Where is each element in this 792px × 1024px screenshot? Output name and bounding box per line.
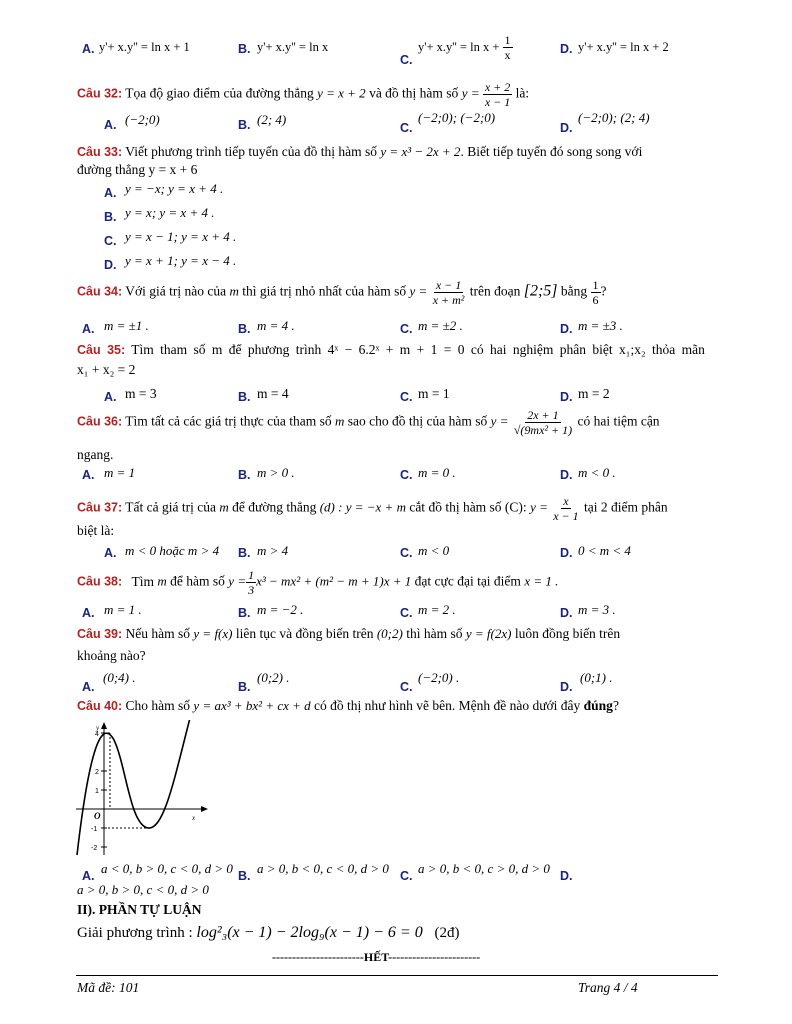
question-text: Câu 37: Tất cả giá trị của m để đường thẳng (d) : y = −x + m cắt đồ thị hàm số (C): y = $\frac{x}{x - 1}$ tại 2 điểm phân [77, 494, 668, 523]
exam-code: Mã đề: 101 [77, 980, 140, 995]
question-text-line2: biệt là: [77, 523, 115, 538]
option-c-label: C. [400, 53, 413, 67]
question-text: Câu 33: Viết phương trình tiếp tuyến của đồ thị hàm số y = x³ − 2x + 2. Biết tiếp tuyến đó song song với [77, 144, 643, 159]
option-a-text: y = −x; y = x + 4 . [125, 181, 224, 196]
option-a-text: (−2;0) [125, 112, 160, 127]
option-b-text: m = 4 [257, 386, 289, 401]
option-b-text: (0;2) . [257, 670, 290, 685]
option-d-label: D. [560, 42, 573, 56]
origin-label: O [94, 811, 101, 821]
option-d-text: m = ±3 . [578, 318, 623, 333]
question-text: Câu 32: Tọa độ giao điểm của đường thẳng y = x + 2 và đồ thị hàm số y = $\frac{x + 2}{x - 1}$ là: [77, 80, 530, 109]
option-a-text: (0;4) . [103, 670, 136, 685]
option-a-label: A. [82, 42, 95, 56]
option-b-text: m > 0 . [257, 465, 295, 480]
option-d-text: y'+ x.y'' = ln x + 2 [578, 40, 669, 54]
option-b-text: m > 4 [257, 543, 289, 558]
option-d-text: (−2;0); (2; 4) [578, 110, 650, 125]
option-a-text: y'+ x.y'' = ln x + 1 [99, 40, 190, 54]
option-b-label: B. [238, 42, 251, 56]
question-text: Câu 39: Nếu hàm số y = f(x) liên tục và đồng biến trên (0;2) thì hàm số y = f(2x) luôn đồng biến trên [77, 626, 621, 641]
option-a-text: m = 3 [125, 386, 157, 401]
option-b-text: y'+ x.y'' = ln x [257, 40, 329, 54]
x-axis-label: x [192, 814, 196, 822]
question-text-line2: đường thẳng y = x + 6 [77, 162, 198, 177]
y-tick-label: 2 [95, 769, 99, 776]
y-tick-label: 4 [95, 731, 99, 738]
question-text-line2: x₁ + x₂ = 2 [77, 362, 136, 377]
option-d-text: 0 < m < 4 [578, 543, 631, 558]
end-marker: -----------------------HẾT----------------------- [272, 950, 481, 964]
option-c-text: y = x − 1; y = x + 4 . [125, 229, 237, 244]
option-d-text: (0;1) . [580, 670, 613, 685]
option-c-text: m = 0 . [418, 465, 456, 480]
option-c-text: m < 0 [418, 543, 450, 558]
option-d-text: m = 3 . [578, 602, 616, 617]
footer-divider [76, 975, 718, 976]
question-text: Câu 40: Cho hàm số y = ax³ + bx² + cx + d có đồ thị như hình vẽ bên. Mệnh đề nào dưới đây đúng? [77, 698, 619, 713]
question-text: Câu 35: Tìm tham số m để phương trình 4ˣ − 6.2ˣ + m + 1 = 0 có hai nghiệm phân biệt x₁;x₂ thỏa mãn [77, 342, 705, 357]
option-a-text: m = 1 [104, 465, 136, 480]
y-axis-label: y [96, 724, 100, 732]
question-text-line2: khoảng nào? [77, 648, 146, 663]
option-b-text: m = −2 . [257, 602, 304, 617]
question-text: Câu 36: Tìm tất cả các giá trị thực của tham số m sao cho đồ thị của hàm số y = $\frac{2x + 1}{\text{√(9mx² + 1)}}$ có hai tiệm cận [77, 408, 660, 437]
y-tick-label: -2 [91, 845, 98, 852]
y-tick-label: -1 [91, 826, 98, 833]
option-c-text: y'+ x.y'' = ln x + $\frac{1}{x}$ [418, 33, 511, 62]
question-text-line2: ngang. [77, 447, 114, 462]
question-text: Câu 34: Với giá trị nào của m thì giá trị nhỏ nhất của hàm số y = $\frac{x - 1}{\text{x + m²}}$ trên đoạn [2;5] bằng $\frac{1}{6}$ ? [77, 278, 607, 307]
y-tick-label: 1 [95, 788, 99, 795]
option-c-text: a > 0, b < 0, c > 0, d > 0 [418, 861, 550, 876]
option-c-text: m = 1 [418, 386, 450, 401]
option-c-text: m = 2 . [418, 602, 456, 617]
option-a-text: m = 1 . [104, 602, 142, 617]
option-d-text: y = x + 1; y = x − 4 . [125, 253, 237, 268]
option-d-text: m < 0 . [578, 465, 616, 480]
option-b-text: a > 0, b < 0, c < 0, d > 0 [257, 861, 389, 876]
option-c-text: m = ±2 . [418, 318, 463, 333]
option-b-text: m = 4 . [257, 318, 295, 333]
option-d-text: a > 0, b > 0, c < 0, d > 0 [77, 882, 209, 897]
option-a-text: m < 0 hoặc m > 4 [125, 543, 220, 558]
question-text: Câu 38: Tìm m để hàm số y = $\frac{1}{3}$ x³ − mx² + (m² − m + 1)x + 1 đạt cực đại tại điểm x = 1 . [77, 568, 559, 597]
option-c-text: (−2;0) . [418, 670, 460, 685]
option-b-text: (2; 4) [257, 112, 287, 127]
section-heading: II). PHẦN TỰ LUẬN [77, 902, 202, 917]
page-number: Trang 4 / 4 [578, 980, 638, 995]
option-d-text: m = 2 [578, 386, 610, 401]
essay-question: Giải phương trình : log²₃(x − 1) − 2log₉(x − 1) − 6 = 0 (2đ) [77, 924, 460, 941]
option-a-text: m = ±1 . [104, 318, 149, 333]
option-a-text: a < 0, b > 0, c < 0, d > 0 [101, 861, 233, 876]
option-c-text: (−2;0); (−2;0) [418, 110, 496, 125]
cubic-graph [74, 720, 214, 860]
option-b-text: y = x; y = x + 4 . [125, 205, 215, 220]
